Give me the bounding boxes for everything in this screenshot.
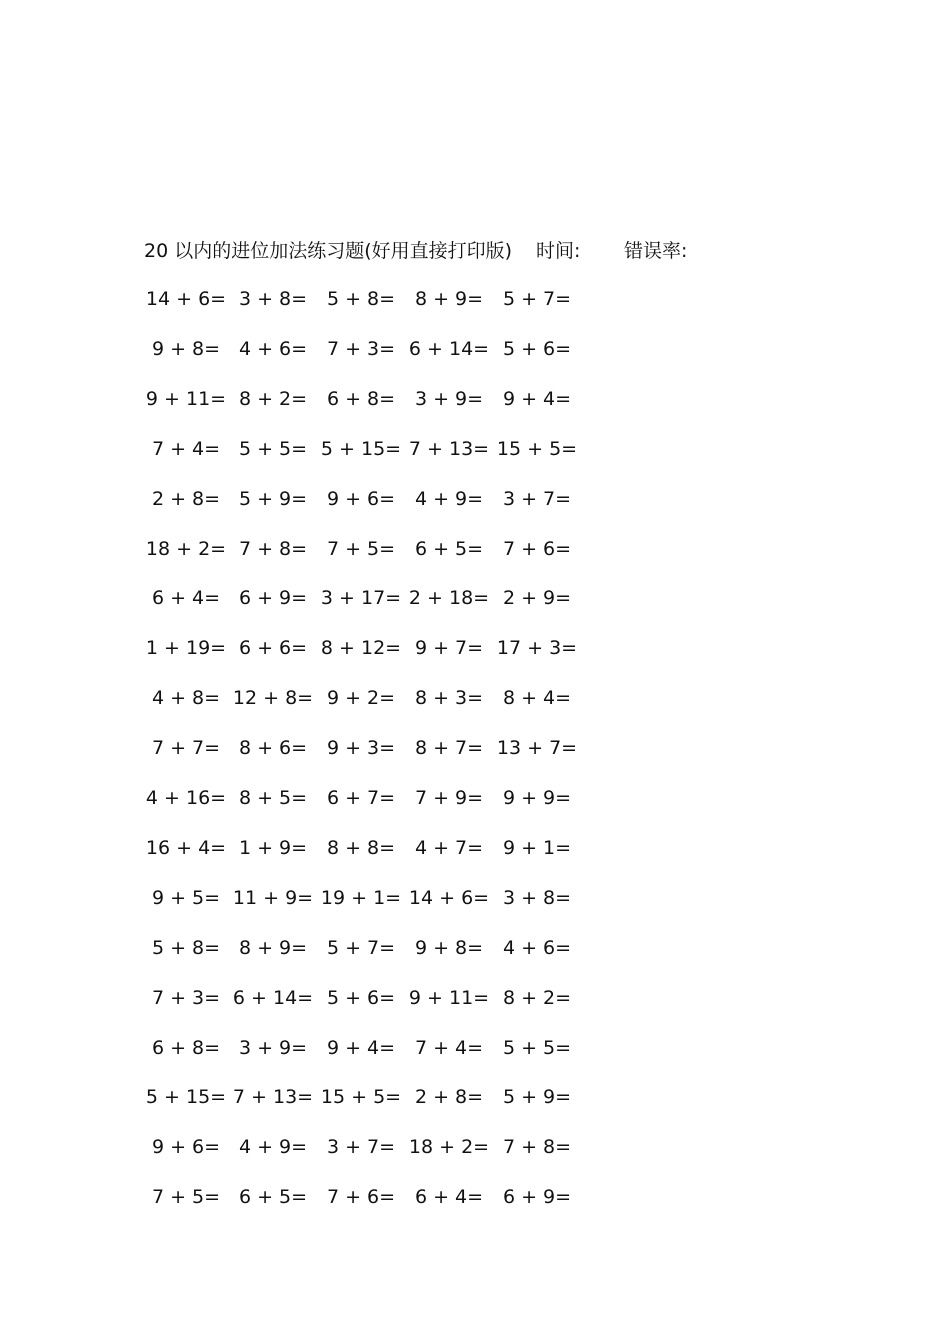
- problem-cell: 3 + 8=: [502, 886, 572, 909]
- problem-cell: 3 + 9=: [238, 1036, 308, 1059]
- problem-cell: 7 + 4=: [414, 1036, 484, 1059]
- problem-cell: 8 + 6=: [238, 737, 308, 760]
- problem-cell: 6 + 9=: [238, 587, 308, 610]
- problem-cell: 18 + 2=: [408, 1136, 490, 1159]
- problem-cell: 9 + 8=: [151, 337, 221, 360]
- problem-cell: 13 + 7=: [496, 737, 578, 760]
- problem-cell: 3 + 9=: [414, 387, 484, 410]
- problem-cell: 6 + 8=: [151, 1036, 221, 1059]
- problem-cell: 7 + 4=: [151, 437, 221, 460]
- problem-cell: 8 + 9=: [238, 936, 308, 959]
- problem-cell: 9 + 11=: [408, 986, 490, 1009]
- problem-cell: 4 + 6=: [238, 337, 308, 360]
- problem-cell: 5 + 7=: [326, 936, 396, 959]
- problem-cell: 6 + 9=: [502, 1186, 572, 1209]
- problem-cell: 4 + 16=: [145, 787, 227, 809]
- problem-cell: 15 + 5=: [320, 1086, 402, 1109]
- problem-cell: 18 + 2=: [145, 537, 227, 560]
- problem-cell: 6 + 5=: [238, 1186, 308, 1209]
- problem-cell: 8 + 5=: [238, 787, 308, 809]
- problem-cell: 7 + 13=: [408, 437, 490, 460]
- problem-cell: 7 + 5=: [326, 537, 396, 560]
- problem-cell: 6 + 7=: [326, 787, 396, 809]
- time-label: 时间:: [536, 240, 581, 262]
- problem-cell: 17 + 3=: [496, 637, 578, 660]
- problem-cell: 4 + 9=: [414, 487, 484, 510]
- problem-cell: 8 + 7=: [414, 737, 484, 760]
- problem-cell: 8 + 2=: [502, 986, 572, 1009]
- problem-cell: 5 + 9=: [238, 487, 308, 510]
- problem-cell: 1 + 9=: [238, 836, 308, 859]
- problem-cell: 9 + 4=: [502, 387, 572, 410]
- problem-cell: 12 + 8=: [232, 687, 314, 710]
- problem-cell: 7 + 9=: [414, 787, 484, 809]
- problem-cell: 4 + 8=: [151, 687, 221, 710]
- problem-cell: 9 + 6=: [326, 487, 396, 510]
- problem-cell: 3 + 17=: [320, 587, 402, 610]
- problem-cell: 6 + 4=: [414, 1186, 484, 1209]
- problem-cell: 7 + 7=: [151, 737, 221, 760]
- problem-cell: 8 + 3=: [414, 687, 484, 710]
- problem-cell: 9 + 7=: [414, 637, 484, 660]
- problem-cell: 6 + 14=: [232, 986, 314, 1009]
- problem-cell: 5 + 7=: [502, 288, 572, 310]
- problem-cell: 7 + 3=: [151, 986, 221, 1009]
- problem-cell: 16 + 4=: [145, 836, 227, 859]
- problem-cell: 4 + 7=: [414, 836, 484, 859]
- problem-cell: 8 + 12=: [320, 637, 402, 660]
- problem-cell: 7 + 6=: [502, 537, 572, 560]
- problem-cell: 9 + 2=: [326, 687, 396, 710]
- problem-cell: 11 + 9=: [232, 886, 314, 909]
- problem-cell: 2 + 9=: [502, 587, 572, 610]
- problem-cell: 7 + 3=: [326, 337, 396, 360]
- problem-cell: 9 + 4=: [326, 1036, 396, 1059]
- problem-cell: 2 + 8=: [414, 1086, 484, 1109]
- problem-cell: 4 + 6=: [502, 936, 572, 959]
- problem-cell: 6 + 6=: [238, 637, 308, 660]
- problem-cell: 7 + 8=: [502, 1136, 572, 1159]
- problem-cell: 5 + 6=: [326, 986, 396, 1009]
- problem-cell: 4 + 9=: [238, 1136, 308, 1159]
- problem-cell: 5 + 8=: [326, 288, 396, 310]
- problem-cell: 9 + 9=: [502, 787, 572, 809]
- problem-cell: 6 + 5=: [414, 537, 484, 560]
- problem-cell: 5 + 15=: [145, 1086, 227, 1109]
- problem-cell: 14 + 6=: [145, 288, 227, 310]
- problem-cell: 9 + 11=: [145, 387, 227, 410]
- problem-cell: 2 + 18=: [408, 587, 490, 610]
- problem-cell: 6 + 8=: [326, 387, 396, 410]
- problem-cell: 5 + 5=: [238, 437, 308, 460]
- problem-cell: 1 + 19=: [145, 637, 227, 660]
- problem-cell: 8 + 4=: [502, 687, 572, 710]
- problem-cell: 5 + 9=: [502, 1086, 572, 1109]
- problem-cell: 6 + 4=: [151, 587, 221, 610]
- problem-cell: 14 + 6=: [408, 886, 490, 909]
- problem-cell: 7 + 6=: [326, 1186, 396, 1209]
- problem-cell: 8 + 9=: [414, 288, 484, 310]
- problem-cell: 9 + 8=: [414, 936, 484, 959]
- problem-cell: 8 + 2=: [238, 387, 308, 410]
- problem-cell: 9 + 5=: [151, 886, 221, 909]
- problem-cell: 15 + 5=: [496, 437, 578, 460]
- problem-cell: 19 + 1=: [320, 886, 402, 909]
- problem-cell: 5 + 15=: [320, 437, 402, 460]
- problem-cell: 3 + 8=: [238, 288, 308, 310]
- worksheet-title: 20 以内的进位加法练习题(好用直接打印版): [144, 240, 513, 262]
- problem-cell: 9 + 1=: [502, 836, 572, 859]
- problem-cell: 6 + 14=: [408, 337, 490, 360]
- error-rate-label: 错误率:: [624, 240, 688, 262]
- problem-cell: 3 + 7=: [326, 1136, 396, 1159]
- problem-cell: 5 + 6=: [502, 337, 572, 360]
- problem-cell: 9 + 6=: [151, 1136, 221, 1159]
- problem-cell: 7 + 8=: [238, 537, 308, 560]
- problem-cell: 2 + 8=: [151, 487, 221, 510]
- problem-cell: 7 + 13=: [232, 1086, 314, 1109]
- problem-cell: 9 + 3=: [326, 737, 396, 760]
- problem-cell: 8 + 8=: [326, 836, 396, 859]
- problem-cell: 5 + 5=: [502, 1036, 572, 1059]
- problem-cell: 7 + 5=: [151, 1186, 221, 1209]
- problem-cell: 3 + 7=: [502, 487, 572, 510]
- problem-cell: 5 + 8=: [151, 936, 221, 959]
